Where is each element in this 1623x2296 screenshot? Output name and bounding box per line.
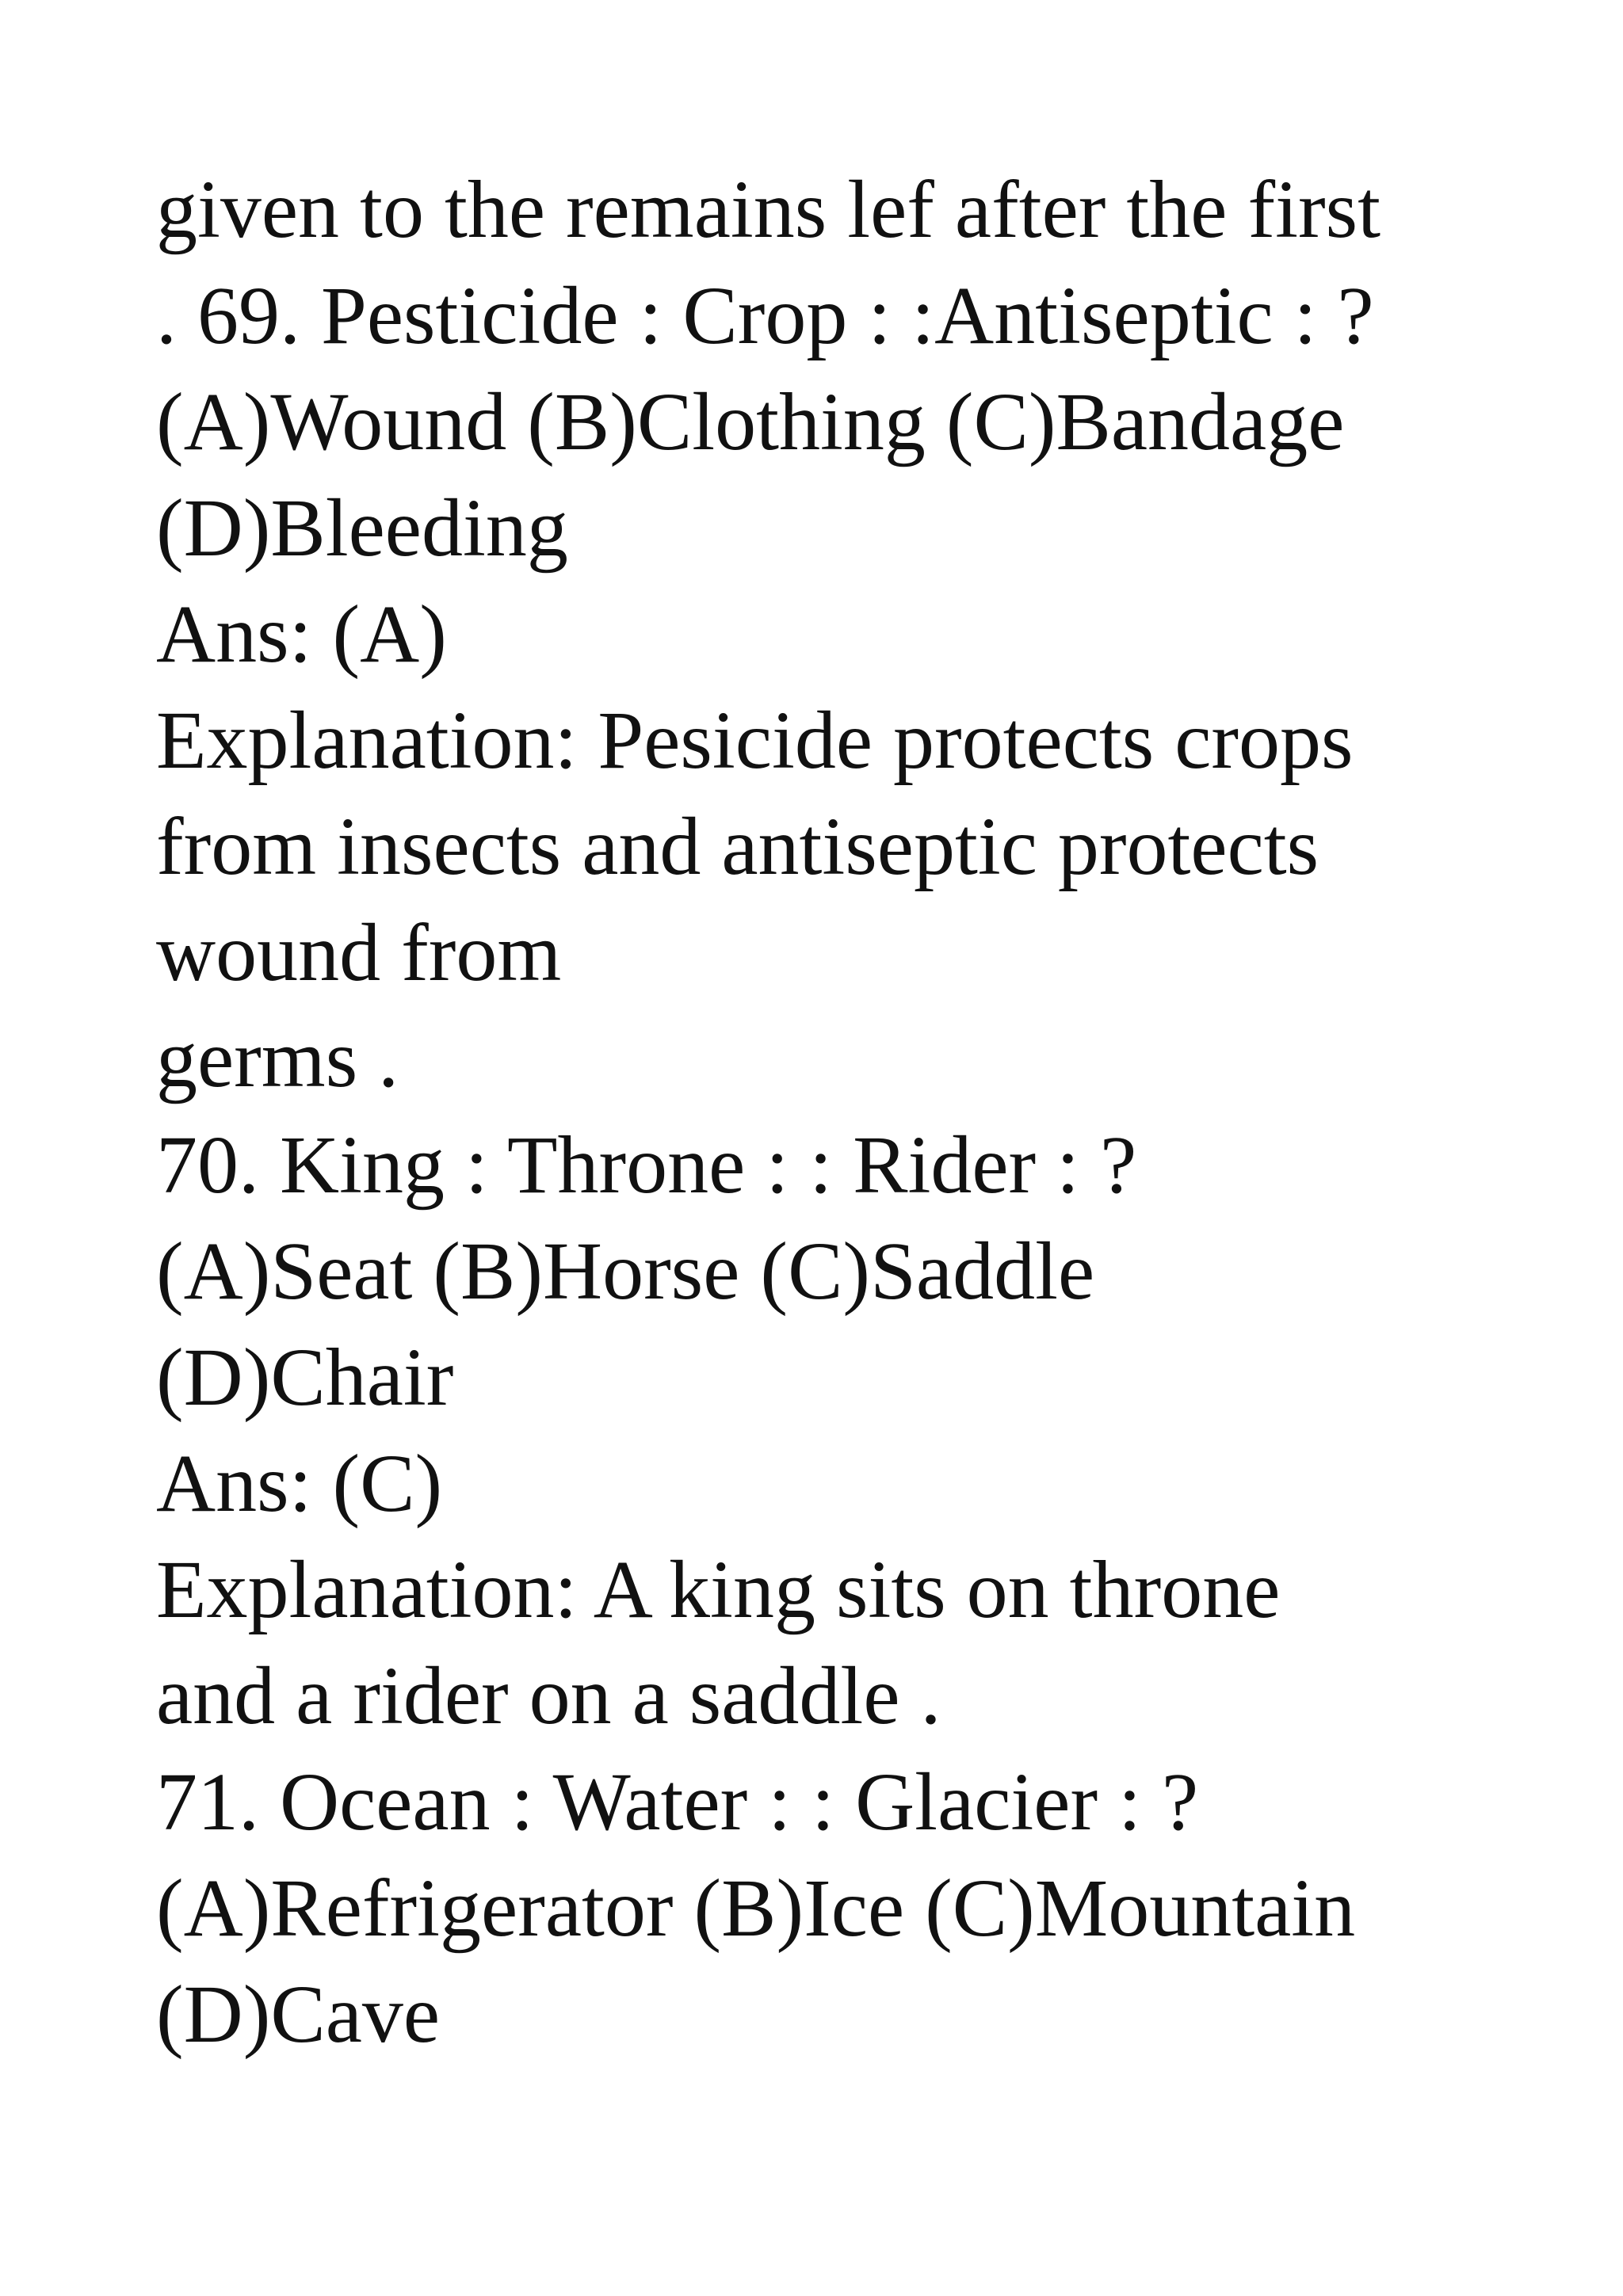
- question-69-explanation-cont: wound from: [156, 907, 562, 998]
- page-text: [156, 157, 1583, 2068]
- question-69: . 69. Pesticide : Crop : :Antiseptic : ?: [156, 270, 1374, 361]
- text-line-continuation: given to the remains lef after the first: [156, 164, 1381, 255]
- question-69-options-cont: (D)Bleeding: [156, 482, 568, 574]
- question-70-options-cont: (D)Chair: [156, 1332, 454, 1423]
- question-69-explanation-cont: germs .: [156, 1013, 399, 1104]
- question-71: 71. Ocean : Water : : Glacier : ?: [156, 1756, 1199, 1848]
- question-69-answer: Ans: (A): [156, 589, 447, 680]
- question-69-explanation: Explanation: Pesicide protects crops: [156, 695, 1354, 786]
- question-70-explanation-cont: and a rider on a saddle .: [156, 1650, 941, 1741]
- question-69-options: (A)Wound (B)Clothing (C)Bandage: [156, 376, 1345, 467]
- question-70-answer: Ans: (C): [156, 1438, 443, 1529]
- question-69-explanation-cont: from insects and antiseptic protects: [156, 801, 1319, 892]
- question-70-explanation: Explanation: A king sits on throne: [156, 1544, 1281, 1635]
- question-70-options: (A)Seat (B)Horse (C)Saddle: [156, 1226, 1095, 1317]
- question-71-options-cont: (D)Cave: [156, 1969, 441, 2060]
- question-70: 70. King : Throne : : Rider : ?: [156, 1119, 1137, 1211]
- question-71-options: (A)Refrigerator (B)Ice (C)Mountain: [156, 1863, 1356, 1954]
